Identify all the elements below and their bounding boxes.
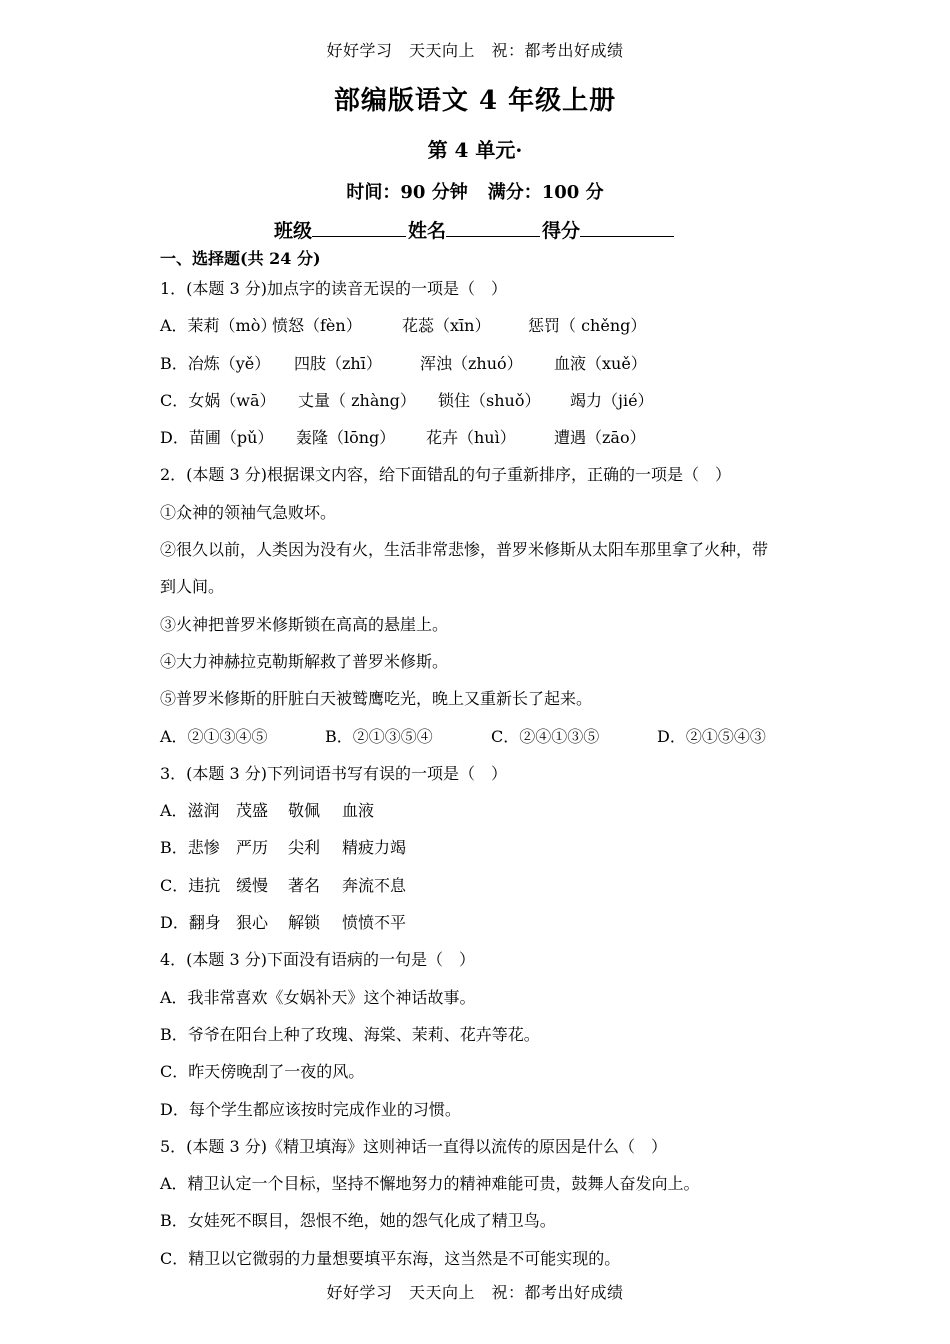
document-title: 部编版语文 4 年级上册 — [333, 86, 617, 116]
question-2-sentence-5: ⑤普罗米修斯的肝脏白天被鹫鹰吃光，晚上又重新长了起来。 — [160, 689, 593, 709]
section-heading: 一、选择题(共 24 分) — [160, 249, 321, 268]
time-label: 时间：90 分钟 — [346, 182, 468, 203]
question-2-stem: 2．(本题 3 分)根据课文内容，给下面错乱的句子重新排序，正确的一项是（ ） — [160, 465, 732, 485]
question-1-option-d: D．苗圃（pǔ） 轰隆（lōng） 花卉（huì） 遭遇（zāo） — [160, 428, 646, 448]
question-4-option-c: C．昨天傍晚刮了一夜的风。 — [160, 1062, 365, 1082]
question-5-stem: 5．(本题 3 分)《精卫填海》这则神话一直得以流传的原因是什么（ ） — [160, 1136, 668, 1156]
question-5-option-a: A．精卫认定一个目标，坚持不懈地努力的精神难能可贵，鼓舞人奋发向上。 — [160, 1174, 700, 1194]
question-2-sentence-3: ③火神把普罗米修斯锁在高高的悬崖上。 — [160, 614, 449, 634]
question-3-option-b: B．悲惨 严历 尖利 精疲力竭 — [160, 838, 407, 858]
question-3-stem: 3．(本题 3 分)下列词语书写有误的一项是（ ） — [160, 763, 508, 783]
question-4-option-d: D．每个学生都应该按时完成作业的习惯。 — [160, 1099, 461, 1119]
question-3-option-a: A．滋润 茂盛 敬佩 血液 — [160, 801, 375, 821]
name-field[interactable] — [446, 218, 540, 237]
question-4-option-b: B．爷爷在阳台上种了玫瑰、海棠、茉莉、花卉等花。 — [160, 1024, 540, 1044]
unit-title: 第 4 单元· — [427, 138, 523, 162]
question-1-stem: 1．(本题 3 分)加点字的读音无误的一项是（ ） — [160, 279, 508, 298]
question-2-sentence-4: ④大力神赫拉克勒斯解救了普罗米修斯。 — [160, 651, 449, 671]
full-score-label: 满分：100 分 — [487, 182, 604, 203]
question-1-option-a: A．茉莉（mò）愤怒（fèn） 花蕊（xīn） 惩罚（ chěng） — [160, 316, 647, 336]
question-5-option-c: C．精卫以它微弱的力量想要填平东海，这当然是不可能实现的。 — [160, 1248, 621, 1268]
question-3-option-c: C．违抗 缓慢 著名 奔流不息 — [160, 875, 407, 895]
question-2-sentence-2: ②很久以前，人类因为没有火，生活非常悲惨，普罗米修斯从太阳车那里拿了火种，带 — [160, 540, 769, 560]
question-1-option-b: B．冶炼（yě） 四肢（zhī） 浑浊（zhuó） 血液（xuě） — [160, 353, 647, 373]
page-footer: 好好学习 天天向上 祝：都考出好成绩 — [326, 1283, 624, 1302]
question-2-sentence-2-cont: 到人间。 — [160, 577, 225, 597]
score-field[interactable] — [580, 218, 674, 237]
exam-content — [160, 248, 800, 1285]
score-label: 得分 — [542, 220, 581, 242]
class-label: 班级 — [273, 220, 312, 242]
question-1-option-c: C．女娲（wā） 丈量（ zhàng） 锁住（shuǒ） 竭力（jié） — [160, 390, 654, 410]
question-5-option-b: B．女娃死不瞑目，怨恨不绝，她的怨气化成了精卫鸟。 — [160, 1211, 556, 1231]
question-2-options: A．②①③④⑤ B．②①③⑤④ C．②④①③⑤ D．②①⑤④③ — [160, 726, 766, 746]
question-4-stem: 4．(本题 3 分)下面没有语病的一句是（ ） — [160, 950, 476, 970]
class-field[interactable] — [312, 218, 406, 237]
exam-info — [0, 178, 950, 204]
question-3-option-d: D．翻身 狠心 解锁 愤愤不平 — [160, 913, 407, 933]
page-header: 好好学习 天天向上 祝：都考出好成绩 — [326, 41, 624, 60]
name-label: 姓名 — [407, 220, 446, 242]
question-2-sentence-1: ①众神的领袖气急败坏。 — [160, 502, 337, 522]
question-4-option-a: A．我非常喜欢《女娲补天》这个神话故事。 — [160, 987, 476, 1007]
student-info-line — [0, 216, 950, 243]
